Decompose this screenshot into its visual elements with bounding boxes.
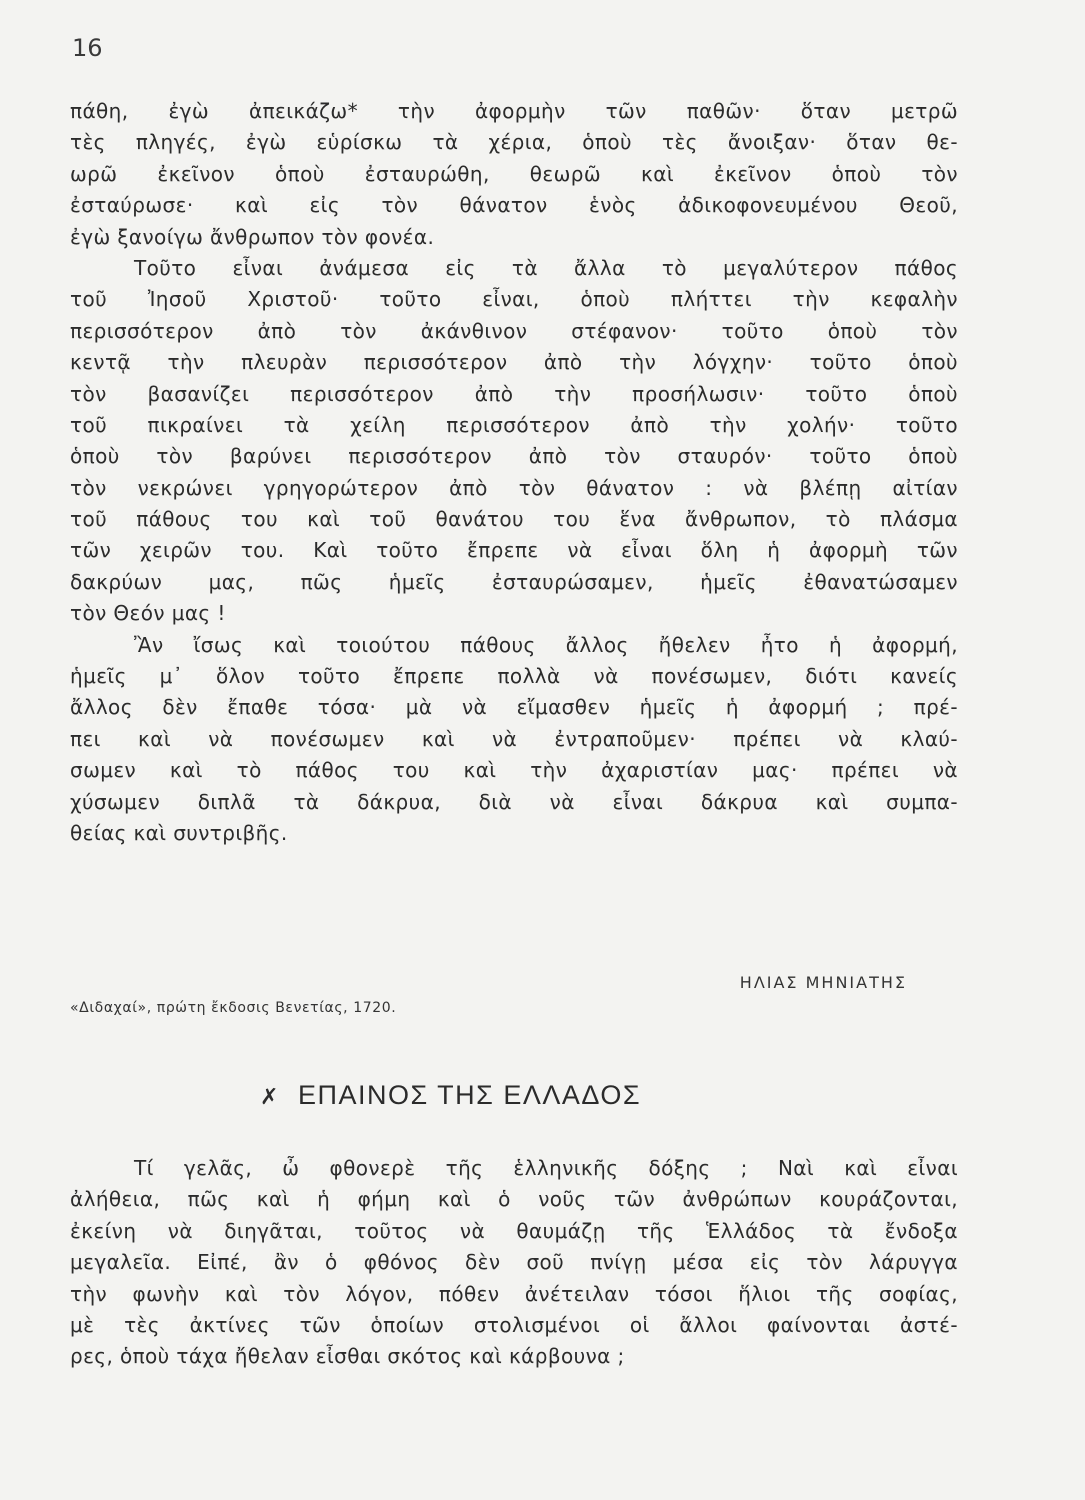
text-line: πει καὶ νὰ πονέσωμεν καὶ νὰ ἐντραποῦμεν· πρέπει νὰ κλαύ- — [70, 726, 958, 751]
text-line: τὸν νεκρώνει γρηγορώτερον ἀπὸ τὸν θάνατον : νὰ βλέπῃ αἰτίαν — [70, 475, 958, 500]
text-line: Ἂν ἴσως καὶ τοιούτου πάθους ἄλλος ἤθελεν ἦτο ἡ ἀφορμή, — [134, 632, 958, 657]
section-title: ΕΠΑΙΝΟΣ ΤΗΣ ΕΛΛΑΔΟΣ — [297, 1080, 642, 1110]
text-line: τὸν Θεόν μας ! — [70, 601, 226, 626]
text-line: τῶν χειρῶν του. Καὶ τοῦτο ἔπρεπε νὰ εἶναι ὅλη ἡ ἀφορμὴ τῶν — [70, 538, 958, 563]
page-number: 16 — [72, 34, 103, 62]
source-citation: «Διδαχαί», πρώτη ἔκδοσις Βενετίας, 1720. — [70, 1000, 397, 1016]
text-line: τὲς πληγές, ἐγὼ εὑρίσκω τὰ χέρια, ὁποὺ τὲς ἄνοιξαν· ὅταν θε- — [70, 130, 958, 155]
handwritten-mark-icon: ✗ — [260, 1084, 280, 1109]
text-line: τοῦ Ἰησοῦ Χριστοῦ· τοῦτο εἶναι, ὁποὺ πλήττει τὴν κεφαλὴν — [70, 287, 958, 312]
section-text — [70, 1153, 958, 1373]
text-line: πάθη, ἐγὼ ἀπεικάζω* τὴν ἀφορμὴν τῶν παθῶν· ὅταν μετρῶ — [70, 99, 958, 123]
text-line: κεντᾷ τὴν πλευρὰν περισσότερον ἀπὸ τὴν λόγχην· τοῦτο ὁποὺ — [70, 350, 958, 375]
text-line: δακρύων μας, πῶς ἡμεῖς ἐσταυρώσαμεν, ἡμεῖς ἐθανατώσαμεν — [70, 569, 958, 594]
text-line: χύσωμεν διπλᾶ τὰ δάκρυα, διὰ νὰ εἶναι δάκρυα καὶ συμπα- — [70, 789, 958, 814]
text-line: ἐσταύρωσε· καὶ εἰς τὸν θάνατον ἑνὸς ἀδικοφονευμένου Θεοῦ, — [70, 193, 958, 218]
text-line: Τί γελᾶς, ὦ φθονερὲ τῆς ἑλληνικῆς δόξης ; Ναὶ καὶ εἶναι — [134, 1156, 958, 1180]
text-line: ἐκείνη νὰ διηγᾶται, τοῦτος νὰ θαυμάζῃ τῆς Ἑλλάδος τὰ ἔνδοξα — [70, 1218, 958, 1243]
text-line: ἡμεῖς μ᾽ ὅλον τοῦτο ἔπρεπε πολλὰ νὰ πονέσωμεν, διότι κανείς — [70, 664, 958, 689]
text-line: τὸν βασανίζει περισσότερον ἀπὸ τὴν προσήλωσιν· τοῦτο ὁποὺ — [70, 381, 958, 406]
text-line: ἄλλος δὲν ἔπαθε τόσα· μὰ νὰ εἴμασθεν ἡμεῖς ἡ ἀφορμή ; πρέ- — [70, 695, 958, 720]
text-line: τοῦ πάθους του καὶ τοῦ θανάτου του ἕνα ἄνθρωπον, τὸ πλάσμα — [70, 507, 958, 532]
text-line: τοῦ πικραίνει τὰ χείλη περισσότερον ἀπὸ τὴν χολήν· τοῦτο — [70, 412, 958, 437]
author-signature: ΗΛΙΑΣ ΜΗΝΙΑΤΗΣ — [739, 973, 907, 992]
text-line: θείας καὶ συντριβῆς. — [70, 820, 288, 845]
text-line: ρες, ὁποὺ τάχα ἤθελαν εἶσθαι σκότος καὶ κάρβουνα ; — [70, 1344, 625, 1369]
text-line: μὲ τὲς ἀκτίνες τῶν ὁποίων στολισμένοι οἱ ἄλλοι φαίνονται ἀστέ- — [70, 1312, 958, 1337]
section-heading — [260, 1080, 641, 1111]
text-line: τὴν φωνὴν καὶ τὸν λόγον, πόθεν ἀνέτειλαν τόσοι ἥλιοι τῆς σοφίας, — [70, 1281, 958, 1306]
text-line: περισσότερον ἀπὸ τὸν ἀκάνθινον στέφανον· τοῦτο ὁποὺ τὸν — [70, 318, 958, 343]
text-line: ὁποὺ τὸν βαρύνει περισσότερον ἀπὸ τὸν σταυρόν· τοῦτο ὁποὺ — [70, 444, 958, 469]
text-line: Τοῦτο εἶναι ἀνάμεσα εἰς τὰ ἄλλα τὸ μεγαλύτερον πάθος — [134, 255, 958, 280]
text-line: ἀλήθεια, πῶς καὶ ἡ φήμη καὶ ὁ νοῦς τῶν ἀνθρώπων κουράζονται, — [70, 1187, 958, 1212]
text-line: σωμεν καὶ τὸ πάθος του καὶ τὴν ἀχαριστίαν μας· πρέπει νὰ — [70, 758, 958, 783]
text-line: ἐγὼ ξανοίγω ἄνθρωπον τὸν φονέα. — [70, 224, 435, 249]
text-line: ωρῶ ἐκεῖνον ὁποὺ ἐσταυρώθη, θεωρῶ καὶ ἐκεῖνον ὁποὺ τὸν — [70, 161, 958, 186]
text-line: μεγαλεῖα. Εἰπέ, ἂν ὁ φθόνος δὲν σοῦ πνίγῃ μέσα εἰς τὸν λάρυγγα — [70, 1250, 958, 1275]
passage-text — [70, 96, 958, 849]
